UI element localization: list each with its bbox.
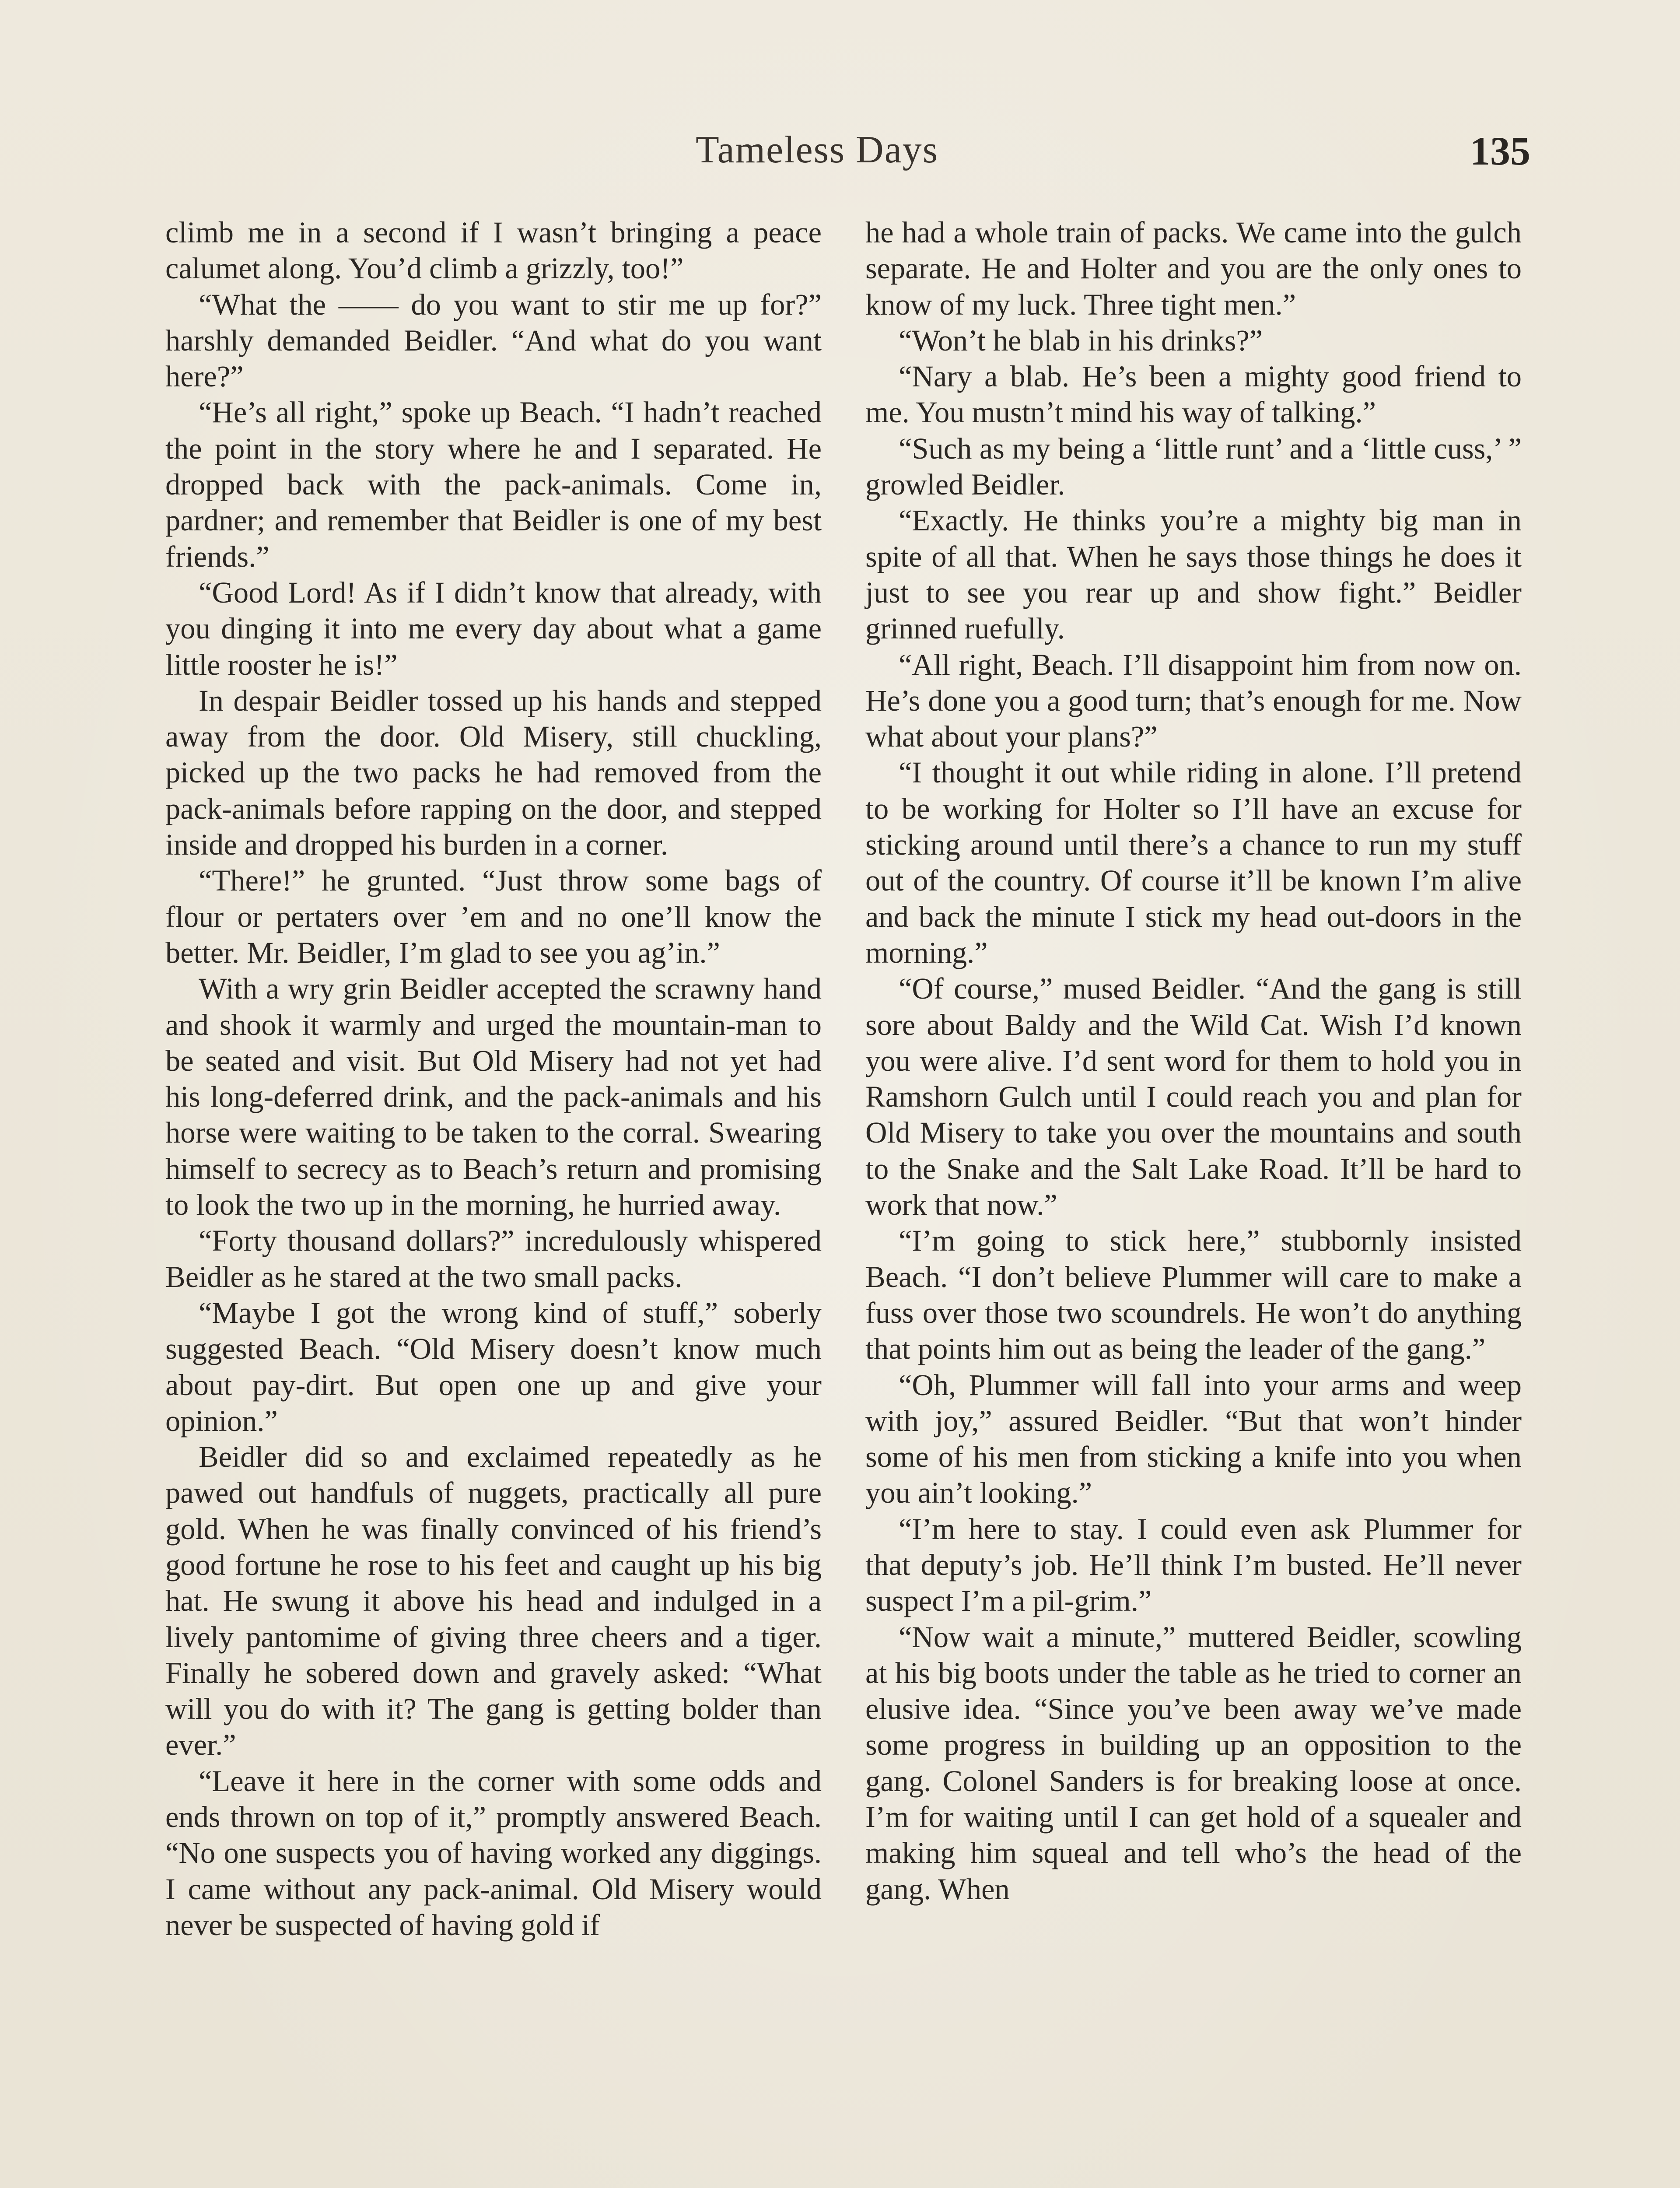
paragraph: “I’m going to stick here,” stubbornly insisted Beach. “I don’t believe Plummer will care to make a fuss over those two scoundrels. He won’t do anything that points him out as being the leader of the gang.” [865,1224,1522,1366]
paragraph: “Leave it here in the corner with some odds and ends thrown on top of it,” promptly answered Beach. “No one suspects you of having worked any diggings. I came without any pack-animal. Old Misery would never be suspected of having gold if [165,1764,822,1942]
paragraph: “Oh, Plummer will fall into your arms and weep with joy,” assured Beidler. “But that won’t hinder some of his men from sticking a knife into you when you ain’t looking.” [865,1368,1522,1510]
paragraph: “I thought it out while riding in alone. I’ll pretend to be working for Holter so I’ll have an excuse for sticking around until there’s a chance to run my stuff out of the country. Of course it’ll be known I’m alive and back the minute I stick my head out-doors in the morning.” [865,756,1522,969]
paragraph: “He’s all right,” spoke up Beach. “I hadn’t reached the point in the story where he and I separated. He dropped back with the pack-animals. Come in, pardner; and remember that Beidler is one of my best friends.” [165,396,822,573]
paragraph: “Now wait a minute,” muttered Beidler, scowling at his big boots under the table as he tried to corner an elusive idea. “Since you’ve been away we’ve made some progress in building up an opposition to the gang. Colonel Sanders is for breaking loose at once. I’m for waiting until I can get hold of a squealer and making him squeal and tell who’s the head of the gang. When [865,1620,1522,1906]
paragraph: “Such as my being a ‘little runt’ and a ‘little cuss,’ ” growled Beidler. [865,431,1522,501]
paragraph: “Exactly. He thinks you’re a mighty big man in spite of all that. When he says those things he does it just to see you rear up and show fight.” Beidler grinned ruefully. [865,504,1522,645]
paragraph: climb me in a second if I wasn’t bringing a peace calumet along. You’d climb a grizzly, too!” [165,216,822,285]
paragraph: “Of course,” mused Beidler. “And the gang is still sore about Baldy and the Wild Cat. Wish I’d known you were alive. I’d sent word for them to hold you in Ramshorn Gulch until I could reach you and plan for Old Misery to take you over the mountains and south to the Snake and the Salt Lake Road. It’ll be hard to work that now.” [865,972,1522,1222]
paragraph: “Good Lord! As if I didn’t know that already, with you dinging it into me every day about what a game little rooster he is!” [165,575,822,681]
paragraph: “Maybe I got the wrong kind of stuff,” soberly suggested Beach. “Old Misery doesn’t know much about pay-dirt. But open one up and give your opinion.” [165,1296,822,1438]
paragraph: “Nary a blab. He’s been a mighty good friend to me. You mustn’t mind his way of talking.” [865,360,1522,429]
paragraph: “There!” he grunted. “Just throw some bags of flour or pertaters over ’em and no one’ll know the better. Mr. Beidler, I’m glad to see you ag’in.” [165,864,822,969]
running-head: Tameless Days [696,129,939,171]
paragraph: he had a whole train of packs. We came into the gulch separate. He and Holter and you are the only ones to know of my luck. Three tight men.” [865,216,1522,321]
paragraph: “Forty thousand dollars?” incredulously whispered Beidler as he stared at the two small packs. [165,1224,822,1294]
paragraph: In despair Beidler tossed up his hands and stepped away from the door. Old Misery, still chuckling, picked up the two packs he had removed from the pack-animals before rapping on the door, and stepped inside and dropped his burden in a corner. [165,684,822,862]
page-number: 135 [1470,129,1530,173]
paragraph: “Won’t he blab in his drinks?” [899,323,1263,357]
page-header [696,128,1530,180]
paragraph: With a wry grin Beidler accepted the scrawny hand and shook it warmly and urged the mountain-man to be seated and visit. But Old Misery had not yet had his long-deferred drink, and the pack-animals and his horse were waiting to be taken to the corral. Swearing himself to secrecy as to Beach’s return and promising to look the two up in the morning, he hurried away. [165,972,822,1222]
paragraph: “I’m here to stay. I could even ask Plummer for that deputy’s job. He’ll think I’m busted. He’ll never suspect I’m a pil-grim.” [865,1512,1522,1618]
left-column [165,214,822,1943]
paragraph: Beidler did so and exclaimed repeatedly as he pawed out handfuls of nuggets, practically all pure gold. When he was finally convinced of his friend’s good fortune he rose to his feet and caught up his big hat. He swung it above his head and indulged in a lively pantomime of giving three cheers and a tiger. Finally he sobered down and gravely asked: “What will you do with it? The gang is getting bolder than ever.” [165,1440,822,1762]
paragraph: “All right, Beach. I’ll disappoint him from now on. He’s done you a good turn; that’s enough for me. Now what about your plans?” [865,648,1522,754]
right-column [865,214,1522,1907]
paragraph: “What the —— do you want to stir me up for?” harshly demanded Beidler. “And what do you want here?” [165,288,822,393]
